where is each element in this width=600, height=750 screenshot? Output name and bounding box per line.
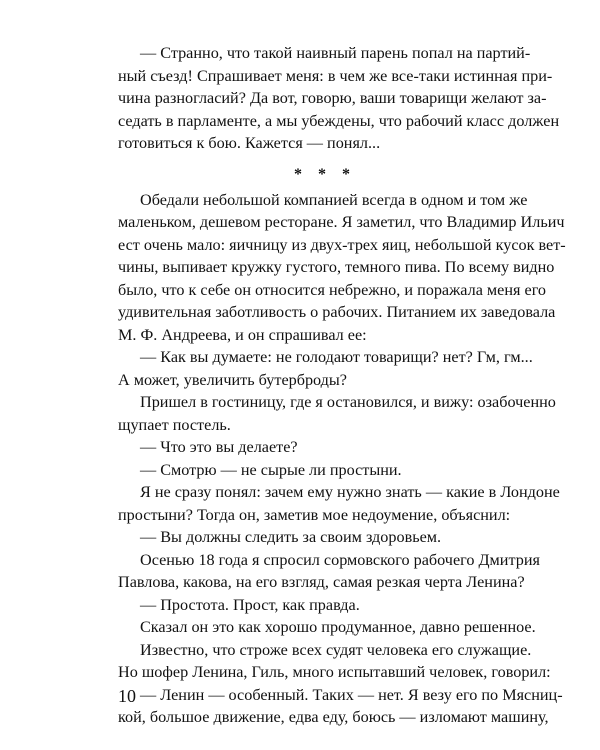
text-line: седать в парламенте, а мы убеждены, что рабочий класс должен	[118, 111, 560, 130]
text-line: готовиться к бою. Кажется — понял...	[118, 134, 381, 152]
text-line: Пришел в гостиницу, где я остановился, и вижу: озабоченно	[140, 393, 556, 411]
text-line: ест очень мало: яичницу из двух-трех яиц, небольшой кусок вет-	[118, 235, 566, 254]
text-line: М. Ф. Андреева, и он спрашивал ее:	[118, 325, 367, 344]
text-line: простыни? Тогда он, заметив мое недоумение, объяснил:	[118, 505, 511, 524]
text-line: — Вы должны следить за своим здоровьем.	[140, 528, 442, 546]
text-line: — Смотрю — не сырые ли простыни.	[140, 460, 402, 479]
text-line: было, что к себе он относится небрежно, и поражала меня его	[118, 280, 547, 299]
body-text	[118, 42, 566, 729]
text-line: — Как вы думаете: не голодают товарищи? нет? Гм, гм...	[140, 348, 533, 366]
text-line: чины, выпивает кружку густого, темного пива. По всему видно	[118, 258, 555, 276]
text-line: Сказал он это как хорошо продуманное, давно решенное.	[140, 618, 536, 636]
text-line: Павлова, какова, на его взгляд, самая резкая черта Ленина?	[118, 573, 525, 591]
page-number: 10	[118, 686, 136, 706]
text-line: удивительная заботливость о рабочих. Питанием их заведовала	[118, 303, 556, 321]
text-line: Известно, что строже всех судят человека его служащие.	[140, 640, 532, 659]
text-line: маленьком, дешевом ресторане. Я заметил, что Владимир Ильич	[118, 213, 565, 231]
text-line: чина разногласий? Да вот, говорю, ваши товарищи желают за-	[118, 89, 547, 107]
text-line: А может, увеличить бутерброды?	[118, 370, 347, 389]
text-line: Осенью 18 года я спросил сормовского рабочего Дмитрия	[140, 550, 540, 569]
text-line: Я не сразу понял: зачем ему нужно знать — какие в Лондоне	[140, 483, 560, 501]
text-line: щупает постель.	[118, 415, 231, 434]
section-separator: * * *	[294, 165, 356, 183]
text-line: — Что это вы делаете?	[140, 438, 298, 456]
text-line: ный съезд! Спрашивает меня: в чем же все-таки истинная при-	[118, 66, 553, 85]
text-line: Обедали небольшой компанией всегда в одном и том же	[140, 190, 528, 209]
text-line: кой, большое движение, едва еду, боюсь — изломают машину,	[118, 708, 549, 726]
text-line: Но шофер Ленина, Гиль, много испытавший человек, говорил:	[118, 663, 551, 681]
text-line: — Простота. Прост, как правда.	[140, 595, 360, 614]
text-line: — Странно, что такой наивный парень попал на партий-	[140, 44, 531, 62]
text-line: — Ленин — особенный. Таких — нет. Я везу его по Мясниц-	[140, 685, 563, 704]
